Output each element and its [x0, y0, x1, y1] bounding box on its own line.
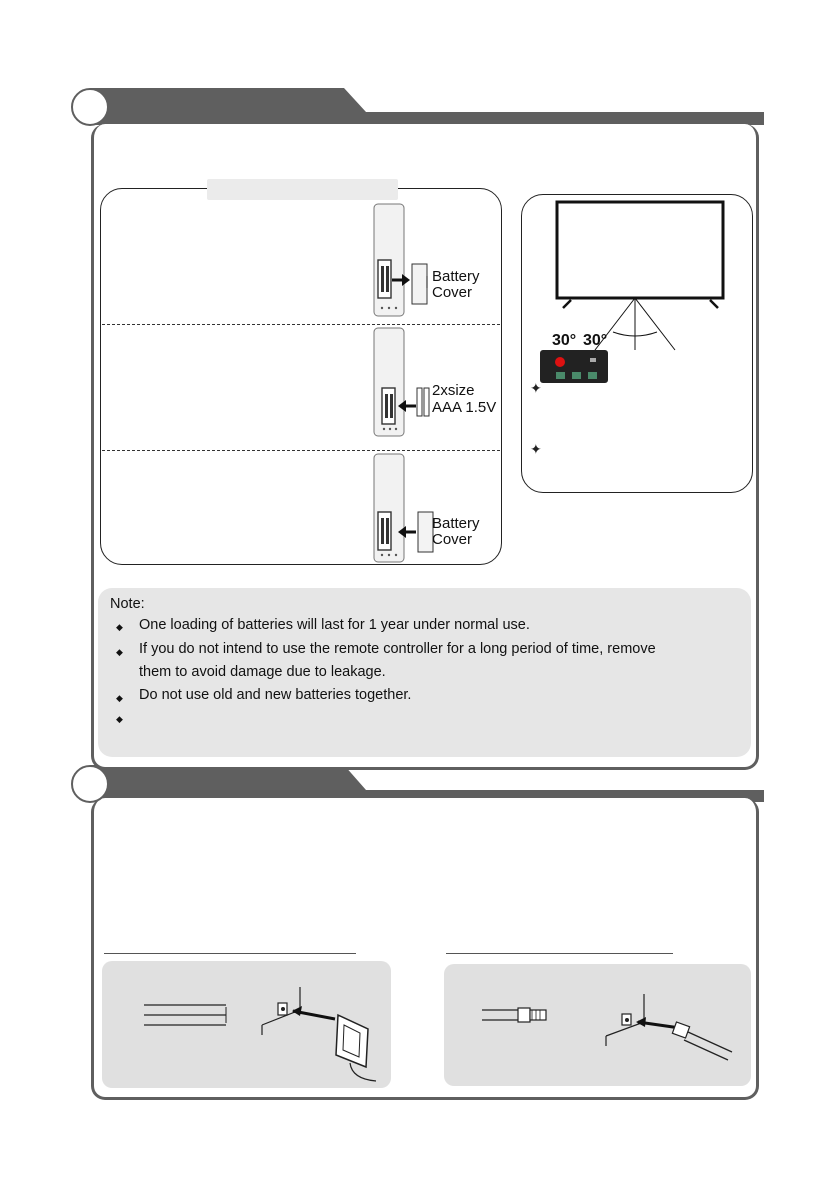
battery-cover-label: Battery: [432, 515, 480, 532]
subheading-underline-left: [104, 953, 356, 954]
note-item: One loading of batteries will last for 1 year under normal use.: [139, 617, 530, 633]
subheading-underline-right: [446, 953, 673, 954]
section2-number-circle: [71, 765, 109, 803]
battery-type-label: AAA 1.5V: [432, 399, 497, 416]
step-divider: [102, 324, 500, 325]
angle-left-label: 30°: [552, 332, 577, 349]
note-item: them to avoid damage due to leakage.: [139, 664, 386, 680]
note-item: Do not use old and new batteries together.: [139, 687, 412, 703]
bullet-icon: ◆: [116, 647, 123, 657]
note-title: Note:: [110, 596, 145, 612]
panel-caption-bar: [207, 179, 398, 200]
bullet-icon: ◆: [116, 714, 123, 724]
note-item: If you do not intend to use the remote controller for a long period of time, remove: [139, 641, 656, 657]
bullet-icon: ◆: [116, 622, 123, 632]
tv-illustration: [555, 200, 730, 350]
sparkle-bullet-icon: ✦: [530, 441, 542, 457]
battery-cover-label: Cover: [432, 284, 473, 301]
twin-lead-cable-illustration: [140, 985, 380, 1085]
angle-right-label: 30°: [583, 332, 608, 349]
remote-back-open-illustration: [360, 204, 430, 319]
step-divider: [102, 450, 500, 451]
sparkle-bullet-icon: ✦: [530, 380, 542, 396]
coax-cable-illustration: [480, 990, 740, 1070]
remote-insert-batteries-illustration: [360, 328, 430, 440]
battery-cover-label: Battery: [432, 268, 480, 285]
battery-cover-label: Cover: [432, 531, 473, 548]
remote-top-illustration: [540, 350, 610, 384]
section1-number-circle: [71, 88, 109, 126]
label-bracket: [427, 276, 435, 290]
remote-close-cover-illustration: [360, 454, 430, 566]
battery-type-label: 2xsize: [432, 382, 475, 399]
battery-steps-panel: [100, 188, 502, 565]
bullet-icon: ◆: [116, 693, 123, 703]
